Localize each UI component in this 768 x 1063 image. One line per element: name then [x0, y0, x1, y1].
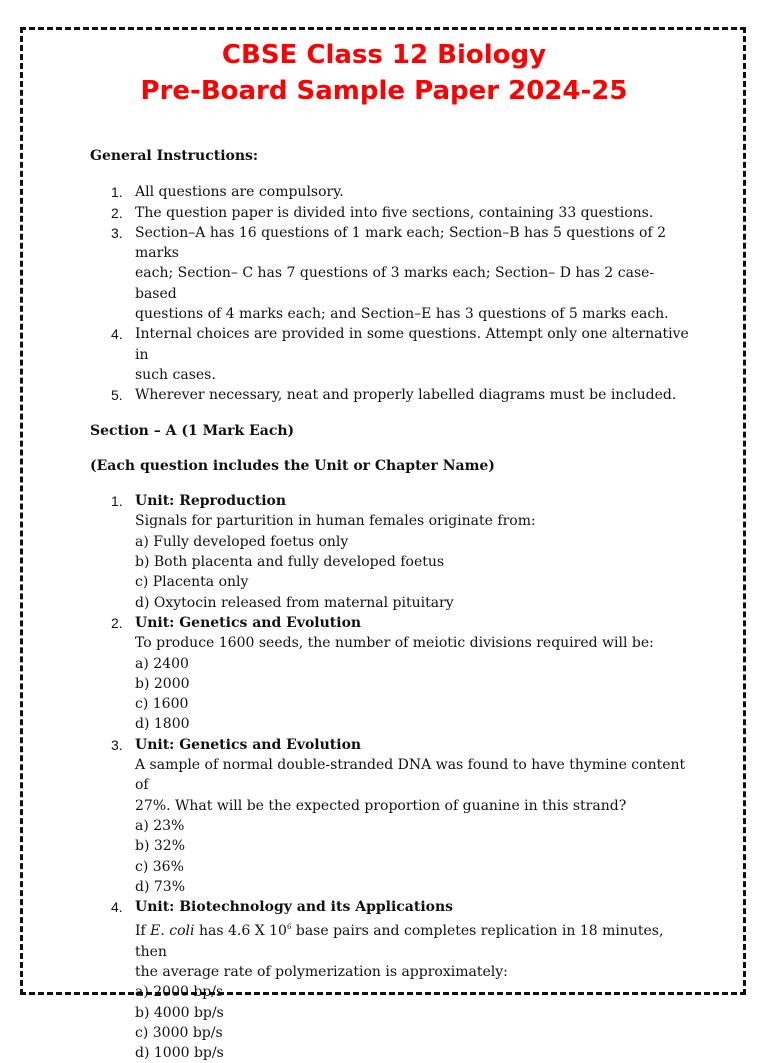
instruction-text: The question paper is divided into five sections, containing 33 questions.	[135, 204, 654, 221]
exponent: 6	[286, 923, 292, 932]
question-2	[90, 613, 690, 735]
option: d) 1000 bp/s	[135, 1045, 224, 1062]
question-number: 1.	[111, 493, 123, 510]
instruction-item	[90, 182, 690, 202]
option: d) 1800	[135, 716, 190, 733]
question-text-line: the average rate of polymerization is approximately:	[135, 963, 508, 980]
instruction-number: 3.	[111, 224, 123, 241]
instructions-list	[90, 182, 690, 405]
option: a) 23%	[135, 817, 185, 834]
title-line-1: CBSE Class 12 Biology	[221, 40, 547, 70]
instruction-text: All questions are compulsory.	[135, 184, 344, 201]
title-line-2: Pre-Board Sample Paper 2024-25	[140, 76, 628, 106]
section-a-subheading: (Each question includes the Unit or Chapter Name)	[90, 457, 495, 474]
section-a-heading: Section – A (1 Mark Each)	[90, 422, 295, 439]
organism-name: E. coli	[150, 923, 195, 940]
question-1	[90, 491, 690, 613]
option: a) 2400	[135, 655, 189, 672]
question-text-line: A sample of normal double-stranded DNA was found to have thymine content of	[135, 757, 686, 794]
option: b) Both placenta and fully developed foetus	[135, 554, 445, 571]
text-fragment: has 4.6 X 10	[194, 923, 287, 940]
option: a) 2000 bp/s	[135, 984, 224, 1001]
option: b) 4000 bp/s	[135, 1004, 224, 1021]
instruction-number: 4.	[111, 326, 123, 343]
option: c) 1600	[135, 696, 189, 713]
option: c) 3000 bp/s	[135, 1024, 223, 1041]
instruction-item	[90, 324, 690, 385]
option: b) 32%	[135, 838, 185, 855]
instruction-text: Wherever necessary, neat and properly labelled diagrams must be included.	[135, 387, 677, 404]
instruction-item	[90, 223, 690, 324]
question-number: 3.	[111, 736, 123, 753]
page-title	[0, 37, 768, 109]
option: b) 2000	[135, 675, 190, 692]
option: a) Fully developed foetus only	[135, 533, 349, 550]
instruction-text-line: Internal choices are provided in some questions. Attempt only one alternative in	[135, 326, 689, 363]
text-fragment: If	[135, 923, 151, 940]
instruction-number: 1.	[111, 184, 123, 201]
question-3	[90, 735, 690, 897]
instruction-number: 2.	[111, 204, 123, 221]
question-text: To produce 1600 seeds, the number of meiotic divisions required will be:	[135, 635, 654, 652]
question-text-line	[135, 917, 690, 962]
instruction-text-line: such cases.	[135, 366, 216, 383]
general-instructions-heading: General Instructions:	[90, 148, 259, 164]
option: d) 73%	[135, 878, 185, 895]
instruction-item	[90, 203, 690, 223]
question-text-line: 27%. What will be the expected proportion of guanine in this strand?	[135, 797, 627, 814]
question-number: 4.	[111, 899, 123, 916]
question-4	[90, 897, 690, 1063]
text-fragment: base pairs and completes replication in 18 minutes, then	[135, 923, 664, 960]
question-number: 2.	[111, 614, 123, 631]
instruction-text-line: questions of 4 marks each; and Section–E has 3 questions of 5 marks each.	[135, 306, 669, 323]
question-list	[90, 491, 690, 1063]
question-unit: Unit: Reproduction	[135, 493, 287, 510]
option: c) Placenta only	[135, 574, 249, 591]
document-body	[90, 146, 690, 1063]
instruction-text-line: each; Section– C has 7 questions of 3 marks each; Section– D has 2 case-based	[135, 265, 655, 302]
question-text: Signals for parturition in human females originate from:	[135, 513, 536, 530]
instruction-item	[90, 385, 690, 405]
instruction-text-line: Section–A has 16 questions of 1 mark each; Section–B has 5 questions of 2 marks	[135, 224, 667, 262]
question-unit: Unit: Biotechnology and its Applications	[135, 899, 454, 916]
question-unit: Unit: Genetics and Evolution	[135, 614, 362, 631]
question-unit: Unit: Genetics and Evolution	[135, 736, 362, 753]
option: d) Oxytocin released from maternal pituitary	[135, 594, 454, 611]
instruction-number: 5.	[111, 387, 123, 404]
option: c) 36%	[135, 858, 184, 875]
